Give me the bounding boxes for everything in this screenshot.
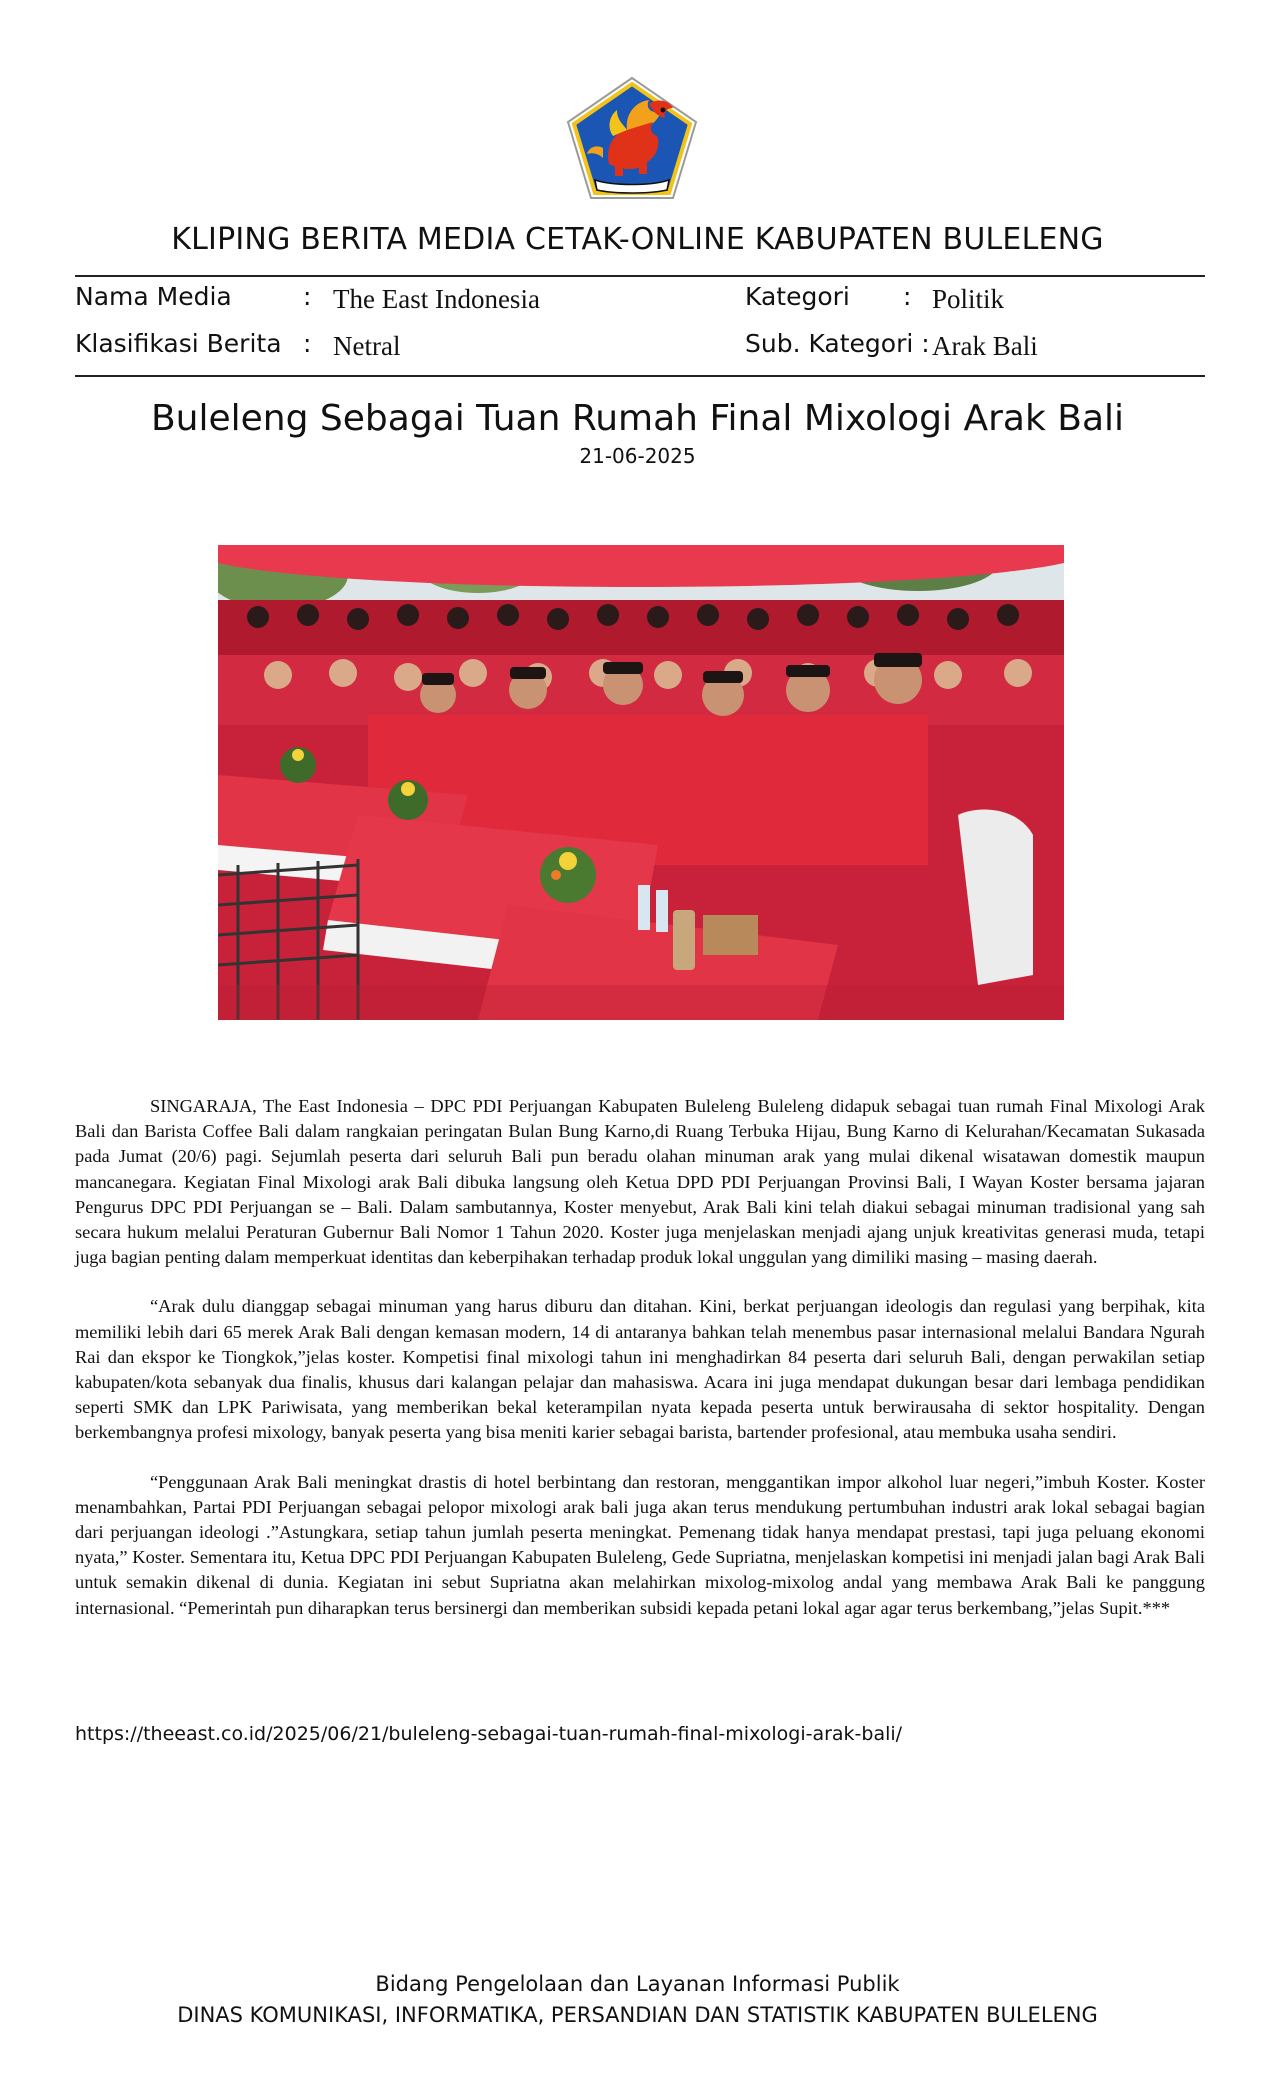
buleleng-singa-ambara-raja-crest-icon <box>565 74 700 202</box>
article-paragraph: “Arak dulu dianggap sebagai minuman yang harus diburu dan ditahan. Kini, berkat perjuangan ideologis dan regulasi yang berpihak, kita memiliki lebih dari 65 merek Arak Bali dengan kemasan modern, 14 di antaranya bahkan telah menembus pasar internasional melalui Bandara Ngurah Rai dan ekspor ke Tiongkok,”jelas koster. Kompetisi final mixologi tahun ini menghadirkan 84 peserta dari seluruh Bali, dengan perwakilan setiap kabupaten/kota sebanyak dua finalis, khusus dari kalangan pelajar dan mahasiswa. Acara ini juga mendapat dukungan besar dari lembaga pendidikan seperti SMK dan LPK Pariwisata, yang memberikan bekal keterampilan nyata kepada peserta untuk berwirausaha di sektor hospitality. Dengan berkembangnya profesi mixology, banyak peserta yang bisa meniti karier sebagai barista, bartender profesional, atau membuka usaha sendiri. <box>75 1296 1205 1443</box>
sub-category-value: Arak Bali <box>932 331 1038 361</box>
sub-category-label: Sub. Kategori : <box>745 329 930 358</box>
media-name-label: Nama Media <box>75 282 232 311</box>
kliping-header-title: KLIPING BERITA MEDIA CETAK-ONLINE KABUPATEN BULELENG <box>171 222 1104 257</box>
news-classification-colon: : <box>303 329 312 358</box>
media-name-colon: : <box>303 282 312 311</box>
article-paragraph: “Penggunaan Arak Bali meningkat drastis di hotel berbintang dan restoran, menggantikan impor alkohol luar negeri,”imbuh Koster. Koster menambahkan, Partai PDI Perjuangan sebagai pelopor mixologi arak bali juga akan terus mendukung pertumbuhan industri arak lokal sebagai bagian dari perjuangan ideologi .”Astungkara, setiap tahun jumlah peserta meningkat. Pemenang tidak hanya mendapat prestasi, tapi juga peluang ekonomi nyata,” Koster. Sementara itu, Ketua DPC PDI Perjuangan Kabupaten Buleleng, Gede Supriatna, menjelaskan kompetisi ini menjadi jalan bagi Arak Bali untuk semakin dikenal di dunia. Kegiatan ini sebut Supriatna akan melahirkan mixolog-mixolog andal yang membawa Arak Bali ke panggung internasional. “Pemerintah pun diharapkan terus bersinergi dan memberikan subsidi kepada petani lokal agar agar terus berkembang,”jelas Supit.*** <box>75 1471 1205 1618</box>
footer-department: Bidang Pengelolaan dan Layanan Informasi Publik <box>375 1972 900 1996</box>
category-colon: : <box>903 282 912 311</box>
buleleng-crest-logo <box>565 74 700 202</box>
article-title: Buleleng Sebagai Tuan Rumah Final Mixologi Arak Bali <box>150 398 1125 439</box>
footer-agency: DINAS KOMUNIKASI, INFORMATIKA, PERSANDIAN DAN STATISTIK KABUPATEN BULELENG <box>177 2003 1098 2027</box>
article-body <box>75 1094 1205 1645</box>
news-classification-label: Klasifikasi Berita <box>75 329 282 358</box>
media-name-value: The East Indonesia <box>333 284 540 314</box>
header-divider-top <box>75 275 1205 277</box>
article-date: 21-06-2025 <box>579 444 696 468</box>
category-value: Politik <box>932 284 1005 314</box>
category-label: Kategori <box>745 282 850 311</box>
source-link[interactable]: https://theeast.co.id/2025/06/21/buleleng-sebagai-tuan-rumah-final-mixologi-arak-bali/ <box>75 1723 903 1745</box>
article-paragraph: SINGARAJA, The East Indonesia – DPC PDI Perjuangan Kabupaten Buleleng Buleleng didapuk sebagai tuan rumah Final Mixologi Arak Bali dan Barista Coffee Bali dalam rangkaian peringatan Bulan Bung Karno,di Ruang Terbuka Hijau, Bung Karno di Kelurahan/Kecamatan Sukasada pada Jumat (20/6) pagi. Sejumlah peserta dari seluruh Bali pun beradu olahan minuman arak yang mulai dikenal wisatawan domestik maupun mancanegara. Kegiatan Final Mixologi arak Bali dibuka langsung oleh Ketua DPD PDI Perjuangan Provinsi Bali, I Wayan Koster bersama jajaran Pengurus DPC PDI Perjuangan se – Bali. Dalam sambutannya, Koster menyebut, Arak Bali kini telah diakui sebagai minuman tradisional yang sah secara hukum melalui Peraturan Gubernur Bali Nomor 1 Tahun 2020. Koster juga menjelaskan menjadi ajang unjuk kreativitas generasi muda, tetapi juga bagian penting dalam memperkuat identitas dan keberpihakan terhadap produk lokal unggulan yang dimiliki masing – masing daerah. <box>75 1096 1205 1268</box>
header-divider-bottom <box>75 375 1205 377</box>
article-photo <box>218 545 1064 1020</box>
news-classification-value: Netral <box>333 331 401 361</box>
event-photo-icon <box>218 545 1064 1020</box>
